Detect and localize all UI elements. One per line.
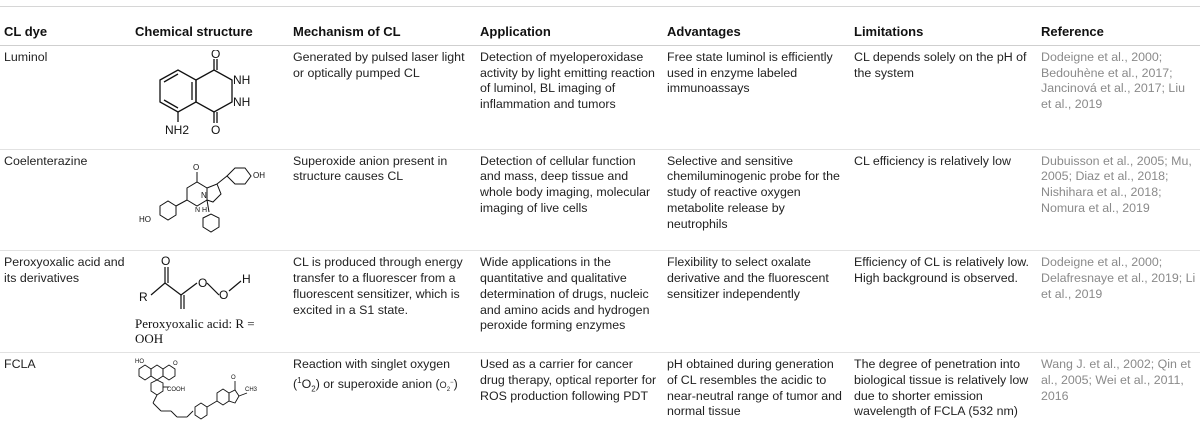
reference-text: Dodeigne et al., 2000; Delafresnaye et al., 2019; Li et al., 2019 [1037, 251, 1200, 353]
atom-o-ester: O [198, 276, 208, 291]
header-advantages: Advantages [663, 16, 850, 46]
atom-ch3: CH3 [245, 387, 258, 394]
atom-nh: N H [195, 206, 208, 214]
atom-o-top: O [161, 255, 171, 269]
header-row [0, 16, 1200, 46]
header-limitations: Limitations [850, 16, 1037, 46]
superoxide-symbol: $O_2^-$ [439, 379, 454, 393]
advantages-text: Selective and sensitive chemiluminogenic probe for the study of reactive oxygen metabolite release by neutrophils [663, 149, 850, 251]
table-row [0, 46, 1200, 150]
atom-nh-bottom: NH [233, 95, 251, 109]
mechanism-text: Generated by pulsed laser light or optically pumped CL [289, 46, 476, 150]
oxygen-symbol: O [301, 376, 312, 391]
reference-text: Dubuisson et al., 2005; Mu, 2005; Diaz et al., 2018; Nishihara et al., 2018; Nomura et al., 2019 [1037, 149, 1200, 251]
application-text: Used as a carrier for cancer drug therapy, optical reporter for ROS production following PDT [480, 357, 657, 403]
atom-nh-top: NH [233, 73, 251, 87]
mechanism-text: Superoxide anion present in structure causes CL [289, 149, 476, 251]
application-text: Wide applications in the quantitative and qualitative determination of drugs, nucleic and amino acids and hydrogen peroxide forming enzymes [476, 251, 663, 353]
atom-o-carbonyl: O [231, 375, 236, 382]
table-row [0, 149, 1200, 251]
coelenterazine-structure [131, 149, 289, 251]
application-text: Detection of myeloperoxidase activity by light emitting reaction of luminol, BL imaging of inflammation and tumors [476, 46, 663, 150]
luminol-structure-drawing [135, 50, 285, 138]
atom-ho: HO [135, 359, 144, 366]
structure-caption: Peroxyoxalic acid: R = OOH [135, 316, 255, 347]
coelenterazine-structure-drawing [135, 154, 285, 240]
dye-name: Peroxyoxalic acid and its derivatives [0, 251, 131, 353]
header-chemical-structure: Chemical structure [131, 16, 289, 46]
cl-dye-table [0, 16, 1200, 442]
fcla-structure-drawing [135, 357, 285, 431]
limitations-text: Efficiency of CL is relatively low. High background is observed. [850, 251, 1037, 353]
dye-name: Coelenterazine [0, 149, 131, 251]
mechanism-pre: Reaction with singlet oxygen ( [293, 357, 451, 391]
atom-r: R [139, 290, 148, 305]
header-cl-dye: CL dye [0, 16, 131, 46]
peroxyoxalic-structure-drawing [135, 255, 285, 311]
dye-name: FCLA [4, 357, 36, 372]
reference-text: Dodeigne et al., 2000; Bedouhène et al., 2017; Jancinová et al., 2017; Liu et al., 2019 [1037, 46, 1200, 150]
header-mechanism: Mechanism of CL [289, 16, 476, 46]
atom-oh: OH [253, 170, 265, 180]
fcla-structure [131, 353, 289, 442]
mechanism-mid: ) or superoxide anion ( [315, 376, 440, 391]
mechanism-text: Reaction with singlet oxygen $(^1O_2)$ or superoxide anion $(O_2^-)$ [293, 357, 458, 394]
mechanism-text: CL is produced through energy transfer to a fluorescer from a fluorescent sensitizer, which is excited in a S1 state. [289, 251, 476, 353]
atom-n: N [201, 190, 207, 200]
header-reference: Reference [1037, 16, 1200, 46]
atom-nh2: NH2 [165, 123, 190, 137]
header-application: Application [476, 16, 663, 46]
table-row [0, 251, 1200, 353]
limitations-text: The degree of penetration into biological tissue is relatively low due to shorter emission wavelength of FCLA (532 nm) [854, 357, 1029, 419]
atom-h: H [242, 272, 251, 287]
atom-o: O [193, 162, 200, 172]
application-text: Detection of cellular function and mass, deep tissue and whole body imaging, molecular imaging of live cells [476, 149, 663, 251]
atom-ho: HO [139, 214, 151, 224]
atom-cooh: COOH [167, 387, 185, 394]
atom-o-top: O [211, 50, 221, 61]
advantages-text: Free state luminol is efficiently used in enzyme labeled immunoassays [663, 46, 850, 150]
reference-text: Wang J. et al., 2002; Qin et al., 2005; Wei et al., 2011, 2016 [1041, 357, 1191, 403]
advantages-text: Flexibility to select oxalate derivative and the fluorescent sensitizer independently [663, 251, 850, 353]
top-divider [0, 6, 1200, 7]
advantages-text: pH obtained during generation of CL resembles the acidic to near-neutral range of tumor and normal tissue [667, 357, 842, 419]
peroxyoxalic-structure [131, 251, 289, 353]
luminol-structure [131, 46, 289, 150]
limitations-text: CL depends solely on the pH of the system [850, 46, 1037, 150]
atom-o-peroxy: O [219, 288, 229, 303]
atom-o: O [173, 361, 178, 368]
table-row [0, 353, 1200, 442]
limitations-text: CL efficiency is relatively low [850, 149, 1037, 251]
dye-name: Luminol [0, 46, 131, 150]
atom-o-bottom: O [211, 123, 221, 137]
mechanism-end: ) [453, 376, 458, 391]
